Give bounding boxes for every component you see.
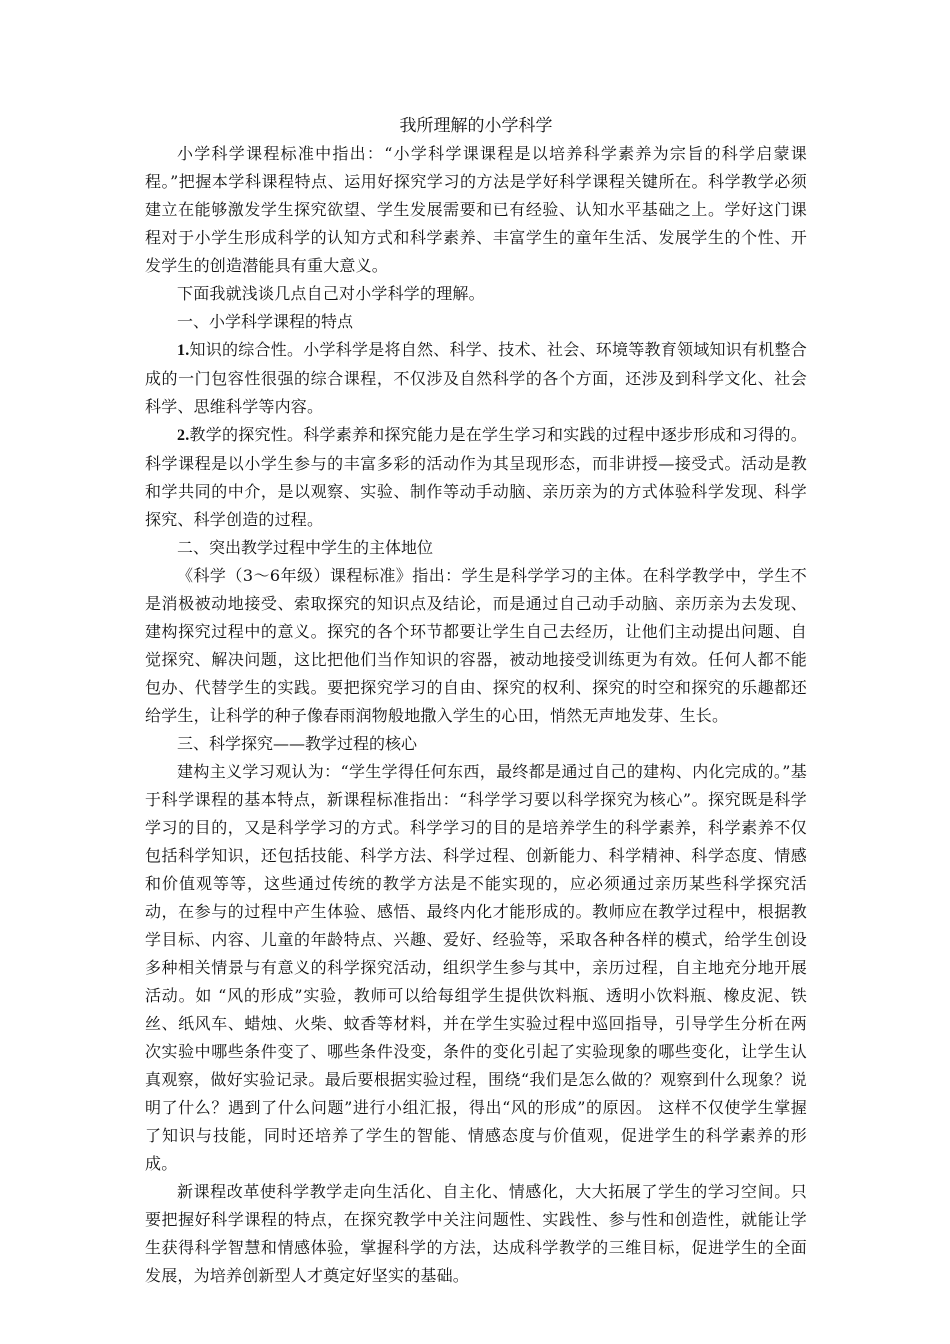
- section1-item1-text: 知识的综合性。小学科学是将自然、科学、技术、社会、环境等教育领域知识有机整合成的一门包容性很强的综合课程，不仅涉及自然科学的各个方面，还涉及到科学文化、社会科学、思维科学等内容。: [145, 340, 807, 416]
- section1-heading: 一、小学科学课程的特点: [177, 312, 354, 331]
- section3-heading: 三、科学探究——教学过程的核心: [177, 734, 418, 753]
- section1-item2: [145, 421, 807, 534]
- document-title: 我所理解的小学科学: [399, 116, 553, 136]
- section1-item2-text: 教学的探究性。科学素养和探究能力是在学生学习和实践的过程中逐步形成和习得的。科学课程是以小学生参与的丰富多彩的活动作为其呈现形态，而非讲授—接受式。活动是教和学共同的中介，是以观察、实验、制作等动手动脑、亲历亲为的方式体验科学发现、科学探究、科学创造的过程。: [145, 425, 807, 529]
- section1-item1-number: 1.: [177, 342, 190, 359]
- section1-item1: [145, 336, 807, 421]
- intro-paragraph: 小学科学课程标准中指出：“小学科学课课程是以培养科学素养为宗旨的科学启蒙课程。”把握本学科课程特点、运用好探究学习的方法是学好科学课程关键所在。科学教学必须建立在能够激发学生探究欲望、学生发展需要和已有经验、认知水平基础之上。学好这门课程对于小学生形成科学的认知方式和科学素养、丰富学生的童年生活、发展学生的个性、开发学生的创造潜能具有重大意义。: [145, 144, 807, 275]
- conclusion-paragraph: 新课程改革使科学教学走向生活化、自主化、情感化，大大拓展了学生的学习空间。只要把握好科学课程的特点，在探究教学中关注问题性、实践性、参与性和创造性，就能让学生获得科学智慧和情感体验，掌握科学的方法，达成科学教学的三维目标，促进学生的全面发展，为培养创新型人才奠定好坚实的基础。: [145, 1182, 807, 1285]
- section1-item2-number: 2.: [177, 427, 190, 444]
- lead-paragraph: 下面我就浅谈几点自己对小学科学的理解。: [177, 284, 485, 303]
- section2-paragraph: 《科学（3～6年级）课程标准》指出：学生是科学学习的主体。在科学教学中，学生不是消极被动地接受、索取探究的知识点及结论，而是通过自己动手动脑、亲历亲为去发现、建构探究过程中的意义。探究的各个环节都要让学生自己去经历，让他们主动提出问题、自觉探究、解决问题，这比把他们当作知识的容器，被动地接受训练更为有效。任何人都不能包办、代替学生的实践。要把探究学习的自由、探究的权利、探究的时空和探究的乐趣都还给学生，让科学的种子像春雨润物般地撒入学生的心田，悄然无声地发芽、生长。: [145, 566, 807, 725]
- section2-heading: 二、突出教学过程中学生的主体地位: [177, 538, 434, 557]
- document-page: [145, 112, 807, 1290]
- section3-paragraph: 建构主义学习观认为：“学生学得任何东西，最终都是通过自己的建构、内化完成的。”基于科学课程的基本特点，新课程标准指出：“科学学习要以科学探究为核心”。探究既是科学学习的目的，又是科学学习的方式。科学学习的目的是培养学生的科学素养，科学素养不仅包括科学知识，还包括技能、科学方法、科学过程、创新能力、科学精神、科学态度、情感和价值观等等，这些通过传统的教学方法是不能实现的，应必须通过亲历某些科学探究活动，在参与的过程中产生体验、感悟、最终内化才能形成的。教师应在教学过程中，根据教学目标、内容、儿童的年龄特点、兴趣、爱好、经验等，采取各种各样的模式，给学生创设多种相关情景与有意义的科学探究活动，组织学生参与其中，亲历过程，自主地充分地开展活动。如 “风的形成”实验，教师可以给每组学生提供饮料瓶、透明小饮料瓶、橡皮泥、铁丝、纸风车、蜡烛、火柴、蚊香等材料，并在学生实验过程中巡回指导，引导学生分析在两次实验中哪些条件变了、哪些条件没变，条件的变化引起了实验现象的哪些变化，让学生认真观察，做好实验记录。最后要根据实验过程，围绕“我们是怎么做的？观察到什么现象？说明了什么？遇到了什么问题”进行小组汇报，得出“风的形成”的原因。 这样不仅使学生掌握了知识与技能，同时还培养了学生的智能、情感态度与价值观，促进学生的科学素养的形成。: [145, 762, 807, 1173]
